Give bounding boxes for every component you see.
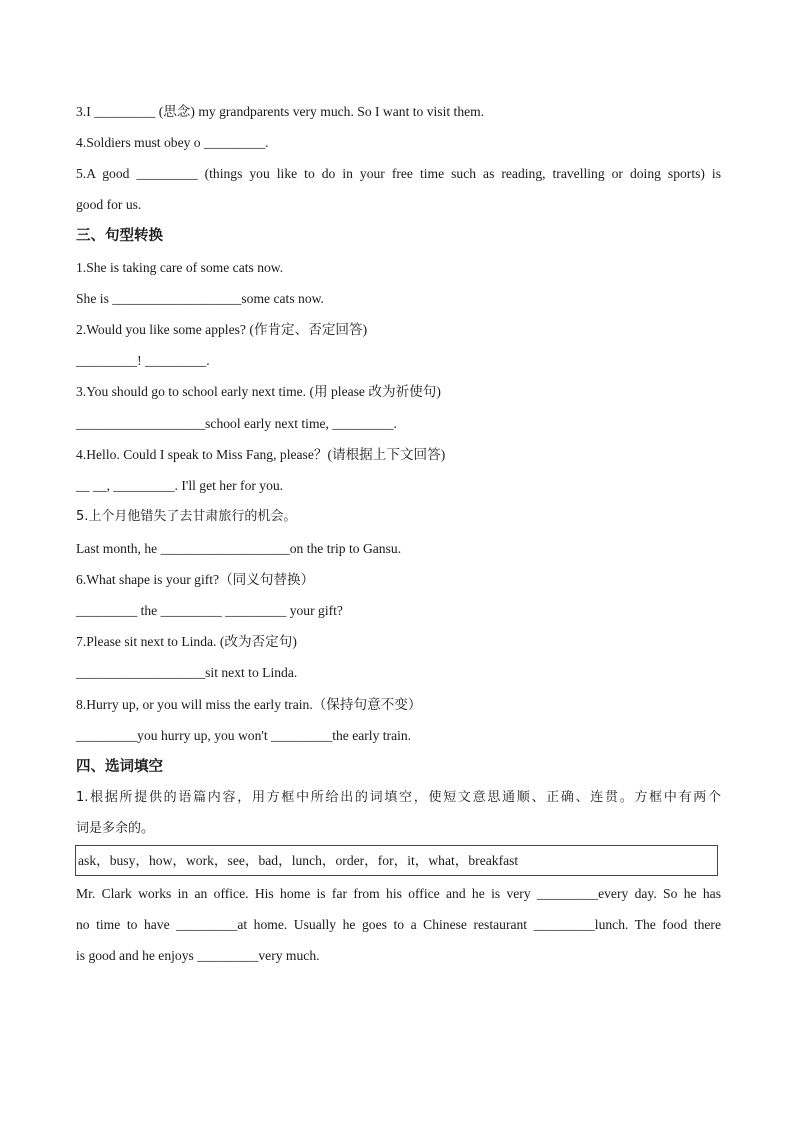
question-6: 6.What shape is your gift?（同义句替换） bbox=[76, 572, 315, 587]
answer-6: _________ the _________ _________ your gift? bbox=[76, 603, 343, 618]
question-8: 8.Hurry up, or you will miss the early train.（保持句意不变） bbox=[76, 697, 422, 712]
answer-4: __ __, _________. I'll get her for you. bbox=[76, 478, 284, 493]
passage-line3: is good and he enjoys _________very much. bbox=[76, 948, 320, 963]
answer-3: ___________________school early next time, _________. bbox=[76, 416, 397, 431]
passage-line2: no time to have _________at home. Usually he goes to a Chinese restaurant _________lunch. The food there bbox=[76, 917, 721, 932]
answer-8: _________you hurry up, you won't _________the early train. bbox=[76, 728, 412, 743]
question-2: 2.Would you like some apples? (作肯定、否定回答) bbox=[76, 322, 368, 337]
section-heading-sentence-transform: 三、句型转换 bbox=[76, 228, 163, 244]
question-3: 3.You should go to school early next time. (用 please 改为祈使句) bbox=[76, 384, 441, 399]
part2-item-4: 4.Soldiers must obey o _________. bbox=[76, 135, 269, 150]
answer-2: _________! _________. bbox=[76, 353, 210, 368]
answer-7: ___________________sit next to Linda. bbox=[76, 665, 298, 680]
answer-1: She is ___________________some cats now. bbox=[76, 291, 324, 306]
passage-line1: Mr. Clark works in an office. His home is far from his office and he is very _________every day. So he has bbox=[76, 886, 721, 901]
word-bank-box: ask，busy，how，work，see，bad，lunch，order，for，it，what，breakfast bbox=[75, 845, 718, 876]
question-5: 5.上个月他错失了去甘肃旅行的机会。 bbox=[76, 509, 297, 524]
section-heading-word-choice: 四、选词填空 bbox=[76, 759, 163, 775]
part2-item-5-line2: good for us. bbox=[76, 197, 142, 212]
part2-item-5-line1: 5.A good _________ (things you like to do in your free time such as reading, travelling or doing sports) is bbox=[76, 166, 721, 181]
question-1: 1.She is taking care of some cats now. bbox=[76, 260, 284, 275]
instruction-line1: 1.根据所提供的语篇内容，用方框中所给出的词填空，使短文意思通顺、正确、连贯。方框中有两个 bbox=[76, 790, 721, 805]
question-4: 4.Hello. Could I speak to Miss Fang, please？(请根据上下文回答) bbox=[76, 447, 446, 462]
answer-5: Last month, he ___________________on the trip to Gansu. bbox=[76, 541, 402, 556]
question-7: 7.Please sit next to Linda. (改为否定句) bbox=[76, 634, 297, 649]
part2-item-3: 3.I _________ (思念) my grandparents very much. So I want to visit them. bbox=[76, 104, 485, 119]
instruction-line2: 词是多余的。 bbox=[76, 821, 155, 836]
